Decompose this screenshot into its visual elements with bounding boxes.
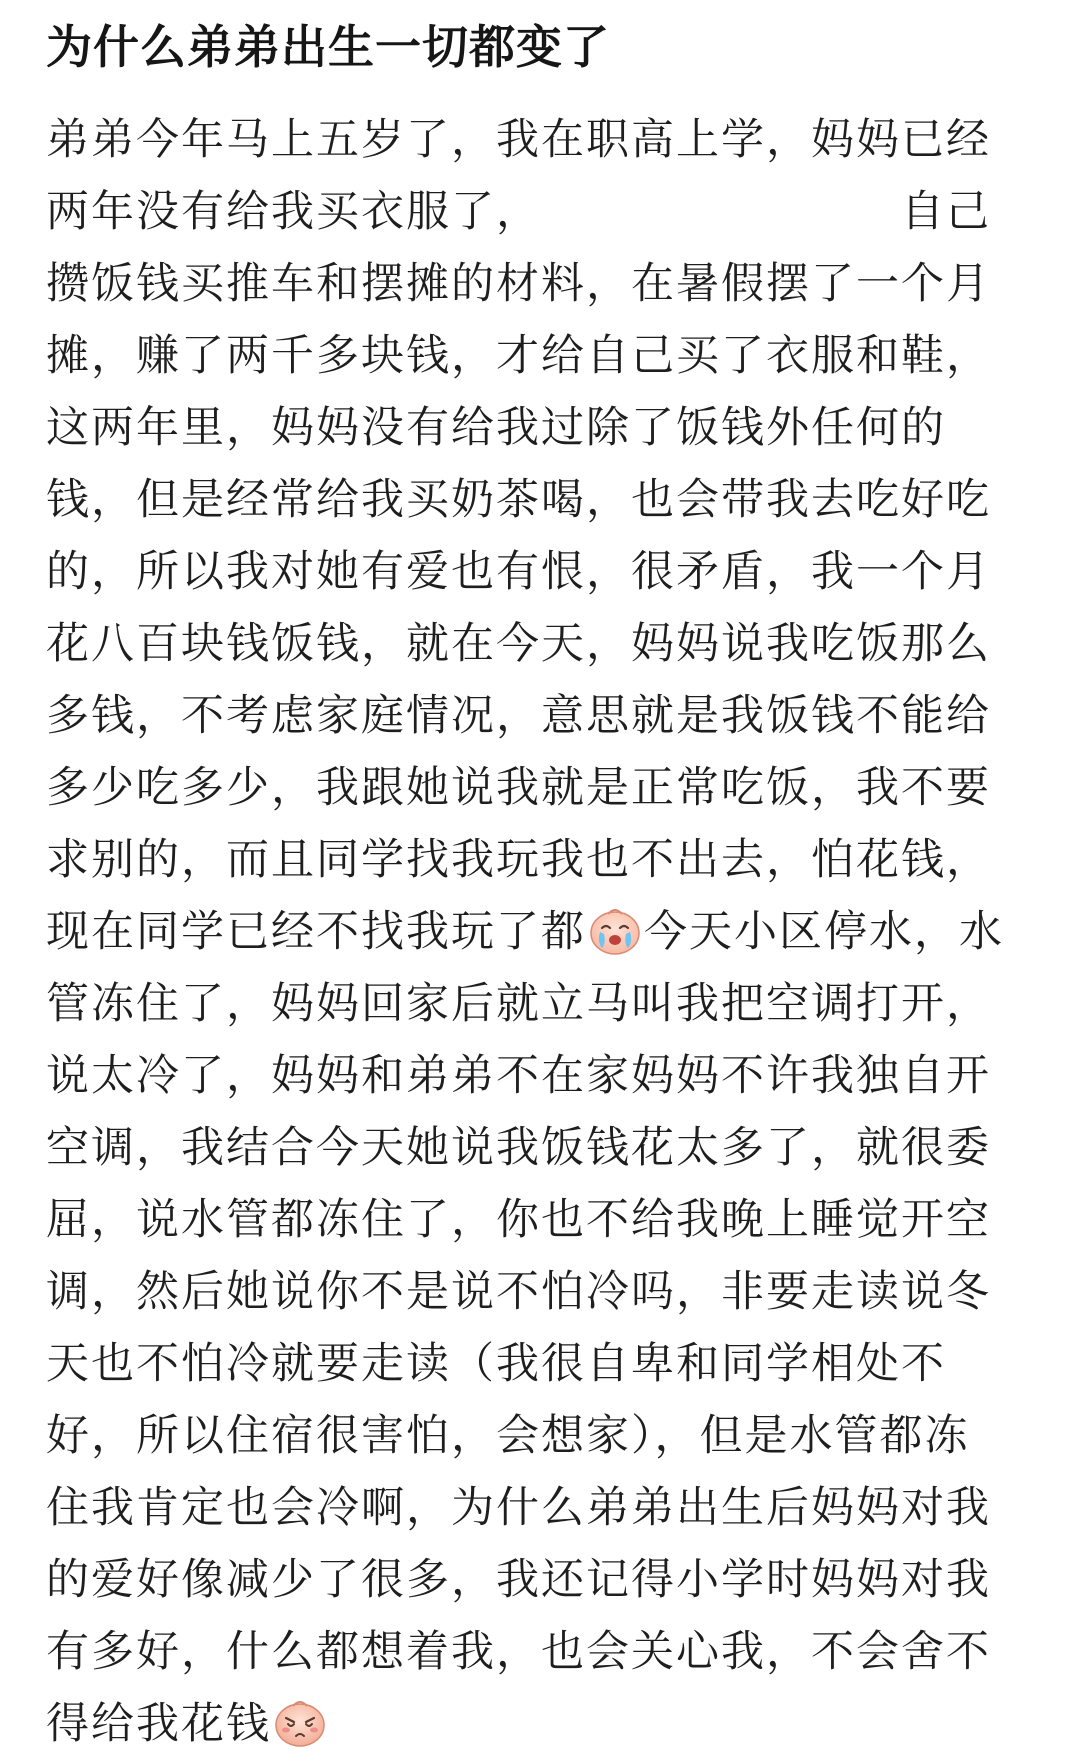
body-line: 这两年里，妈妈没有给我过除了饭钱外任何的 [46, 403, 946, 453]
body-line: 好，所以住宿很害怕，会想家），但是水管都冻 [46, 1411, 970, 1461]
body-text: 今天小区停水，水 [644, 907, 1004, 957]
body-line [46, 896, 1080, 968]
body-line: 管冻住了，妈妈回家后就立马叫我把空调打开， [46, 979, 991, 1029]
body-line: 天也不怕冷就要走读（我很自卑和同学相处不 [46, 1339, 946, 1389]
body-line: 说太冷了，妈妈和弟弟不在家妈妈不许我独自开 [46, 1051, 991, 1101]
body-line: 钱，但是经常给我买奶茶喝，也会带我去吃好吃 [46, 475, 991, 525]
body-line: 多钱，不考虑家庭情况，意思就是我饭钱不能给 [46, 691, 991, 741]
body-line: 弟弟今年马上五岁了，我在职高上学，妈妈已经 [46, 115, 991, 165]
body-text: 自己 [901, 187, 991, 237]
post-title: 为什么弟弟出生一切都变了 [46, 20, 610, 74]
crying-face-icon [588, 904, 642, 956]
body-line: 屈，说水管都冻住了，你也不给我晚上睡觉开空 [46, 1195, 991, 1245]
body-line: 有多好，什么都想着我，也会关心我，不会舍不 [46, 1627, 991, 1677]
body-line: 求别的，而且同学找我玩我也不出去，怕花钱， [46, 835, 991, 885]
post-body [46, 104, 1080, 1760]
body-text: 得给我花钱 [46, 1699, 271, 1749]
body-line: 的爱好像减少了很多，我还记得小学时妈妈对我 [46, 1555, 991, 1605]
body-line [46, 1688, 1080, 1760]
sad-face-icon [273, 1696, 327, 1748]
body-line: 的，所以我对她有爱也有恨，很矛盾，我一个月 [46, 547, 991, 597]
body-text: 现在同学已经不找我玩了都 [46, 907, 586, 957]
body-line: 多少吃多少，我跟她说我就是正常吃饭，我不要 [46, 763, 991, 813]
body-text: 两年没有给我买衣服了， [46, 187, 541, 237]
body-line: 攒饭钱买推车和摆摊的材料，在暑假摆了一个月 [46, 259, 991, 309]
body-line: 空调，我结合今天她说我饭钱花太多了，就很委 [46, 1123, 991, 1173]
body-line: 住我肯定也会冷啊，为什么弟弟出生后妈妈对我 [46, 1483, 991, 1533]
body-line: 花八百块钱饭钱，就在今天，妈妈说我吃饭那么 [46, 619, 991, 669]
body-line: 调，然后她说你不是说不怕冷吗，非要走读说冬 [46, 1267, 991, 1317]
body-line [46, 176, 1080, 248]
body-line: 摊，赚了两千多块钱，才给自己买了衣服和鞋， [46, 331, 991, 381]
